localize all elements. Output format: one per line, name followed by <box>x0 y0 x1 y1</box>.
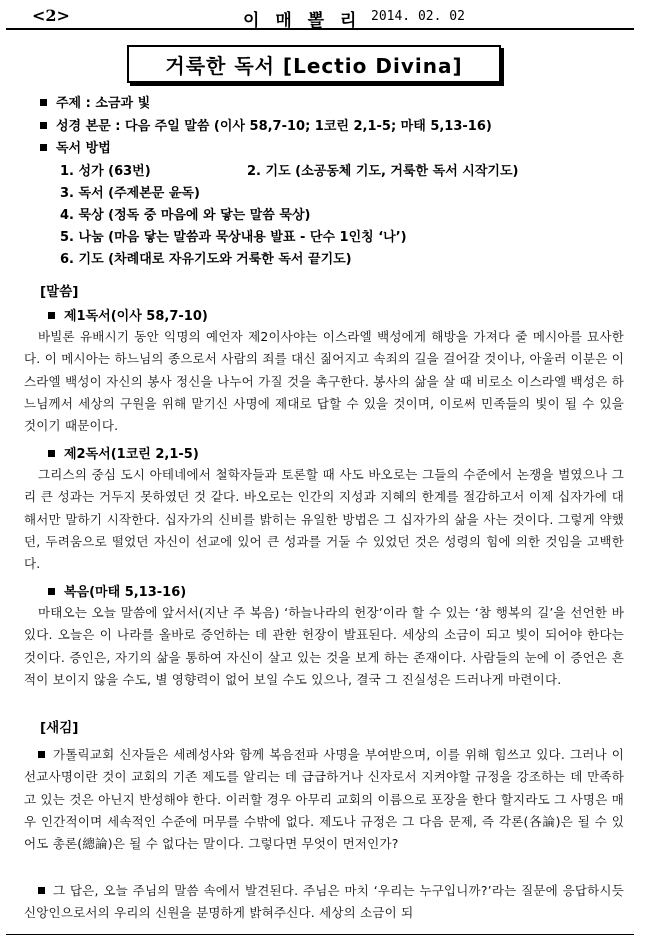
square-bullet-icon <box>38 887 45 894</box>
step-5: 5. 나눔 (마음 닿는 말씀과 묵상내용 발표 - 단수 1인칭 ‘나’) <box>60 230 407 245</box>
reading2-title-text: 제2독서(1코린 2,1-5) <box>64 447 199 462</box>
reading1-title-text: 제1독서(이사 58,7-10) <box>64 309 208 324</box>
reading1-text: 바빌론 유배시기 동안 익명의 예언자 제2이사야는 이스라엘 백성에게 해방을 가져다 줄 메시아를 묘사한다. 이 메시아는 하느님의 종으로서 사람의 죄를 대신 짊어지고 속죄의 길을 걸어갈 것이나, 아울러 이분은 이스라엘 백성이 자신의 봉사 정신을 나누어 가질 것을 촉구한다. 봉사의 삶을 살 때 비로소 이스라엘 백성은 하느님께서 세상의 구원을 위해 맡기신 사명에 제대로 답할 수 있을 것이며, 이로써 민족들의 빛이 될 수 있을 것이기 때문이다. <box>24 329 624 434</box>
square-bullet-icon <box>40 122 47 129</box>
step-2: 2. 기도 (소공동체 기도, 거룩한 독서 시작기도) <box>247 164 519 179</box>
reflection-paragraph-1 <box>24 744 624 855</box>
step-3: 3. 독서 (주제본문 윤독) <box>60 186 200 201</box>
square-bullet-icon <box>38 751 45 758</box>
reflection-paragraph-2-text: 그 답은, 오늘 주님의 말씀 속에서 발견된다. 주님은 마치 ‘우리는 누구입니까?’라는 질문에 응답하시듯 신앙인으로서의 우리의 신원을 분명하게 밝혀주신다. 세상의 소금이 되 <box>24 883 624 921</box>
gospel-title-text: 복음(마태 5,13-16) <box>64 585 187 600</box>
reading2-text: 그리스의 중심 도시 아테네에서 철학자들과 토론할 때 사도 바오로는 그들의 수준에서 논쟁을 벌였으나 그리 큰 성과는 거두지 못하였던 것 같다. 바오로는 인간의 지성과 지혜의 한계를 절감하고서 이제 십자가에 대해서만 말하기 시작한다. 십자가의 신비를 밝히는 유일한 방법은 그 십자가의 삶을 사는 것이다. 그렇게 약했던, 두려움으로 떨었던 자신이 선교에 있어 큰 성과를 거둘 수 있었던 것은 성령의 힘에 의한 것임을 고백한다. <box>24 467 624 572</box>
gospel-title <box>48 581 186 600</box>
section-reflection-heading: [새김] <box>40 720 79 736</box>
gospel-text: 마태오는 오늘 말씀에 앞서서(지난 주 복음) ‘하늘나라의 헌장’이라 할 수 있는 ‘참 행복의 길’을 선언한 바 있다. 오늘은 이 나라를 올바로 증언하는 데 관한 헌장이 발표된다. 세상의 소금이 되고 빛이 되어야 한다는 것이다. 증인은, 자기의 삶을 통하여 자신이 살고 있는 것을 보게 하는 존재이다. 사람들의 눈에 이 증언은 흔적이 보이지 않을 수도, 별 영향력이 없어 보일 수도 있으나, 결국 그 진실성은 드러나게 마련이다. <box>24 605 624 687</box>
scripture-text: 성경 본문 : 다음 주일 말씀 (이사 58,7-10; 1코린 2,1-5; 마태 5,13-16) <box>56 118 492 134</box>
newsletter-name: 이 매 뽈 리 <box>243 11 362 31</box>
method-text: 독서 방법 <box>56 141 111 156</box>
reading2-title <box>48 443 199 462</box>
square-bullet-icon <box>48 450 55 457</box>
step-6: 6. 기도 (차례대로 자유기도와 거룩한 독서 끝기도) <box>60 252 352 267</box>
scripture-row <box>40 116 492 139</box>
page-header <box>6 4 634 30</box>
square-bullet-icon <box>40 99 47 106</box>
square-bullet-icon <box>48 312 55 319</box>
square-bullet-icon <box>40 144 47 151</box>
method-row <box>40 138 492 161</box>
step-1: 1. 성가 (63번) <box>60 164 151 179</box>
title-box <box>127 45 501 83</box>
footer-divider <box>6 934 634 935</box>
issue-date: 2014. 02. 02 <box>371 9 465 24</box>
reading1-title <box>48 305 208 324</box>
section-word-heading: [말씀] <box>40 284 79 300</box>
theme-row <box>40 93 492 116</box>
page-title: 거룩한 독서 [Lectio Divina] <box>165 53 463 78</box>
reflection-paragraph-1-text: 가톨릭교회 신자들은 세례성사와 함께 복음전파 사명을 부여받으며, 이를 위해 힘쓰고 있다. 그러나 이 선교사명이란 것이 교회의 기존 제도를 알리는 데 급급하거나 신자로서 지켜야할 규정을 강조하는 데 만족하고 있는 것은 아닌지 반성해야 한다. 이러할 경우 아무리 교회의 이름으로 포장을 한다 할지라도 그 사명은 매우 인간적이며 세속적인 수준에 머무를 수밖에 없다. 제도나 규정은 그 다음 문제, 즉 각론(各論)은 될 수 있어도 총론(總論)은 될 수 없다는 말이다. 그렇다면 무엇이 먼저인가? <box>24 747 624 852</box>
reflection-paragraph-2 <box>24 880 624 925</box>
theme-text: 주제 : 소금과 빛 <box>56 96 151 111</box>
page-number: <2> <box>32 6 70 25</box>
info-block <box>40 93 492 161</box>
square-bullet-icon <box>48 588 55 595</box>
step-4: 4. 묵상 (정독 중 마음에 와 닿는 말씀 묵상) <box>60 208 311 223</box>
